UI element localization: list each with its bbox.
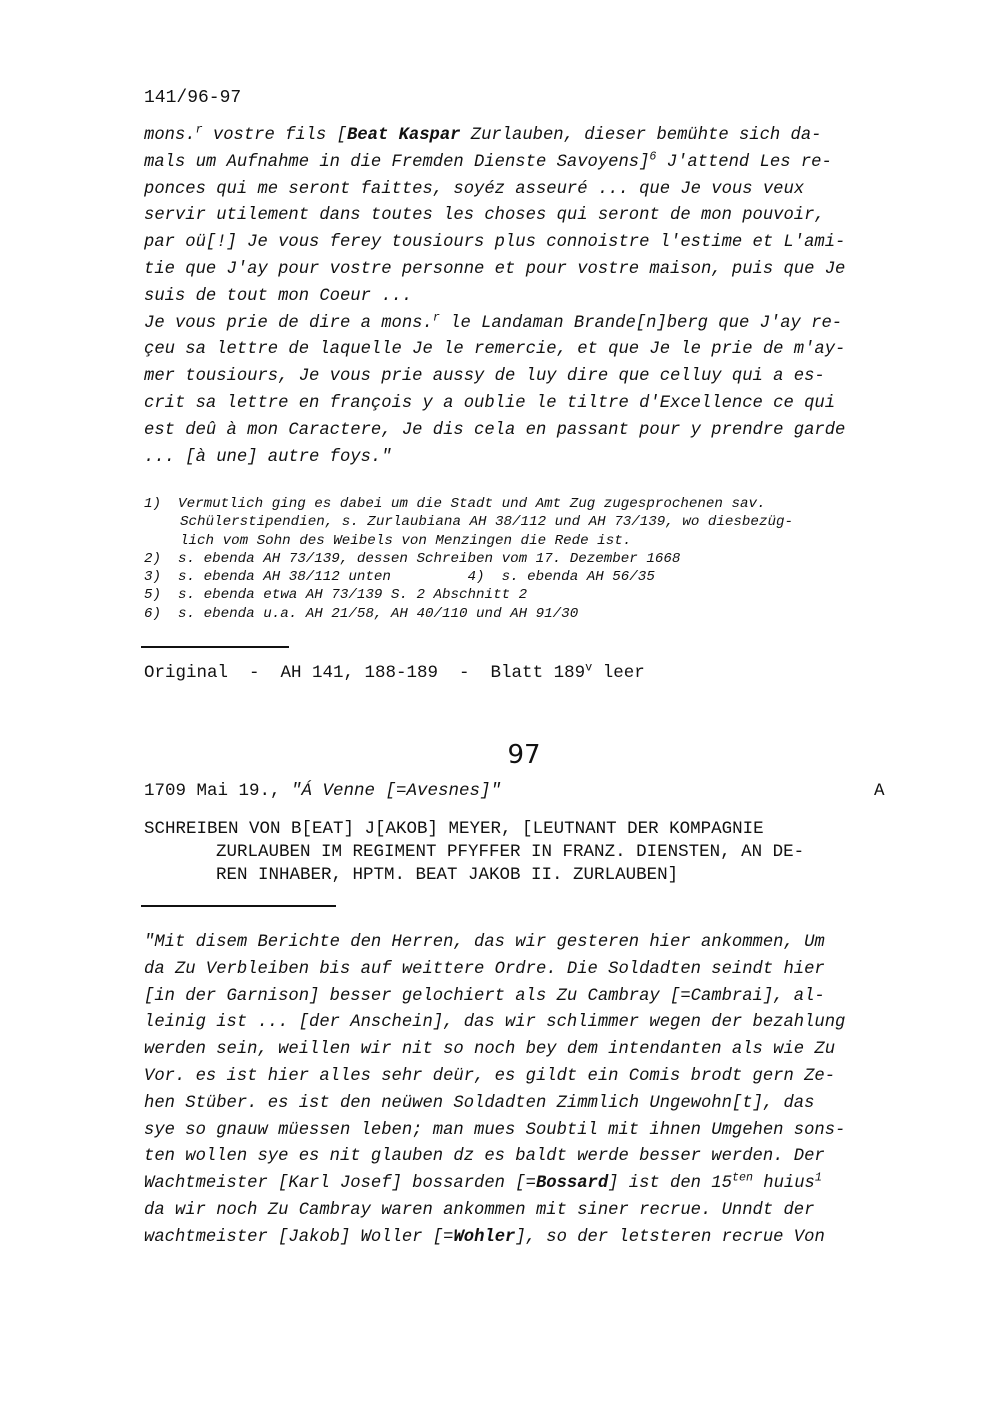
text-line xyxy=(144,1171,904,1198)
text-run: ] ist den 15 xyxy=(608,1174,732,1194)
text-run: servir utilement dans toutes les choses qui seront de mon pouvoir, xyxy=(144,206,825,226)
text-run: ... [à une] autre foys." xyxy=(144,447,392,467)
place: "Á Venne [=Avesnes]" xyxy=(291,781,502,801)
text-run: vostre fils [ xyxy=(202,126,347,145)
text-line xyxy=(144,984,904,1011)
text-run: Je vous prie de dire a mons. xyxy=(144,313,433,333)
original-source-line: Original - AH 141, 188-189 - Blatt 189$^v$ leer xyxy=(144,660,645,683)
superscript: 6 xyxy=(649,149,657,164)
text-run: hen Stüber. es ist den neüwen Soldadten Zimmlich Ungewohn[t], das xyxy=(144,1093,815,1113)
text-run: Wachtmeister [Karl Josef] bossarden [= xyxy=(144,1174,536,1194)
superscript: r xyxy=(432,310,440,325)
text-line xyxy=(144,123,904,150)
footnote-separator-rule xyxy=(141,646,289,648)
text-run: J'attend Les re- xyxy=(656,152,832,172)
text-line xyxy=(144,230,904,257)
text-line xyxy=(144,930,904,957)
text-run: leinig ist ... [der Anschein], das wir schlimmer wegen der bezahlung xyxy=(144,1013,846,1033)
text-line xyxy=(144,1225,904,1252)
heading-separator-rule xyxy=(141,905,336,907)
version-letter: A xyxy=(874,781,885,801)
text-line xyxy=(144,177,904,204)
page-number: 141/96-97 xyxy=(144,88,242,108)
text-run: le Landaman Brande[n]berg que J'ay re- xyxy=(439,313,843,333)
heading-line: ZURLAUBEN IM REGIMENT PFYFFER IN FRANZ. DIENSTEN, AN DE- xyxy=(216,842,805,862)
text-run: sye so gnauw müessen leben; man mues Soubtil mit ihnen Umgehen sons- xyxy=(144,1120,846,1140)
text-line xyxy=(144,1091,904,1118)
text-run: Zurlauben, dieser bemühte sich da- xyxy=(460,126,822,145)
letter-continuation xyxy=(144,123,904,471)
text-line xyxy=(144,1144,904,1171)
text-run: mer tousiours, Je vous prie aussy de luy dire que celluy qui a es- xyxy=(144,367,825,387)
text-line xyxy=(144,1010,904,1037)
footnote-line: 1) Vermutlich ging es dabei um die Stadt und Amt Zug zugesprochenen sav. xyxy=(144,496,766,512)
text-line xyxy=(144,257,904,284)
text-run: par oü[!] Je vous ferey tousiours plus connoistre l'estime et L'ami- xyxy=(144,233,846,253)
text-line xyxy=(144,203,904,230)
text-run: wachtmeister [Jakob] Woller [= xyxy=(144,1227,454,1247)
footnote-line: 5) s. ebenda etwa AH 73/139 S. 2 Abschnitt 2 xyxy=(144,587,528,604)
text-run: werden sein, weillen wir nit so noch bey dem intendanten als wie Zu xyxy=(144,1040,836,1060)
text-run: ], so der letsteren recrue Von xyxy=(515,1227,825,1247)
date-place-line xyxy=(144,781,501,801)
heading-line: SCHREIBEN VON B[EAT] J[AKOB] MEYER, [LEUTNANT DER KOMPAGNIE xyxy=(144,819,764,839)
text-line xyxy=(144,284,904,311)
text-line xyxy=(144,1064,904,1091)
text-line xyxy=(144,364,904,391)
text-line xyxy=(144,150,904,177)
footnotes xyxy=(144,495,793,623)
text-run: [in der Garnison] besser gelochiert als Zu Cambray [=Cambrai], al- xyxy=(144,986,825,1006)
letter-body xyxy=(144,930,904,1252)
text-run: da Zu Verbleiben bis auf weittere Ordre. Die Soldadten seindt hier xyxy=(144,959,825,979)
text-run: da wir noch Zu Cambray waren ankommen mit siner recrue. Unndt der xyxy=(144,1200,815,1220)
footnote-line: 6) s. ebenda u.a. AH 21/58, AH 40/110 und AH 91/30 xyxy=(144,605,579,622)
text-run: "Mit disem Berichte den Herren, das wir gesteren hier ankommen, Um xyxy=(144,933,825,952)
text-line xyxy=(144,418,904,445)
text-line xyxy=(144,337,904,364)
document-number: 97 xyxy=(507,740,541,770)
bold-name: Bossard xyxy=(535,1174,609,1194)
text-line xyxy=(144,311,904,338)
superscript: r xyxy=(195,122,203,137)
footnote-line: 2) s. ebenda AH 73/139, dessen Schreiben vom 17. Dezember 1668 xyxy=(144,550,681,567)
text-run: crit sa lettre en françois y a oublie le tiltre d'Excellence ce qui xyxy=(144,393,836,413)
text-line xyxy=(144,1198,904,1225)
text-line xyxy=(144,1037,904,1064)
text-run: mons. xyxy=(144,126,196,145)
text-line xyxy=(144,391,904,418)
text-run: huius xyxy=(752,1174,815,1194)
footnote-line: lich vom Sohn des Weibels von Menzingen die Rede ist. xyxy=(180,532,632,549)
superscript: 1 xyxy=(814,1170,822,1185)
text-line xyxy=(144,445,904,472)
date: 1709 Mai 19., xyxy=(144,781,292,801)
footnote-line: 3) s. ebenda AH 38/112 unten 4) s. ebenda AH 56/35 xyxy=(144,569,655,586)
text-line xyxy=(144,1118,904,1145)
text-run: ponces qui me seront faittes, soyéz asseuré ... que Je vous veux xyxy=(144,179,805,199)
text-line xyxy=(144,957,904,984)
bold-name: Beat Kaspar xyxy=(347,126,461,145)
text-run: Vor. es ist hier alles sehr deür, es gildt ein Comis brodt gern Ze- xyxy=(144,1066,836,1086)
text-run: ten wollen sye es nit glauben dz es baldt werde besser werden. Der xyxy=(144,1147,825,1167)
heading-line: REN INHABER, HPTM. BEAT JAKOB II. ZURLAUBEN] xyxy=(216,865,679,885)
superscript: ten xyxy=(731,1170,753,1185)
text-run: est deû à mon Caractere, Je dis cela en passant pour y prendre garde xyxy=(144,420,846,440)
footnote-line: Schülerstipendien, s. Zurlaubiana AH 38/112 und AH 73/139, wo diesbezüg- xyxy=(180,514,793,531)
text-run: çeu sa lettre de laquelle Je le remercie, et que Je le prie de m'ay- xyxy=(144,340,846,360)
text-run: tie que J'ay pour vostre personne et pour vostre maison, puis que Je xyxy=(144,259,846,279)
text-run: mals um Aufnahme in die Fremden Dienste Savoyens] xyxy=(144,152,650,172)
bold-name: Wohler xyxy=(453,1227,516,1247)
text-run: suis de tout mon Coeur ... xyxy=(144,286,413,306)
document-heading xyxy=(144,818,804,887)
